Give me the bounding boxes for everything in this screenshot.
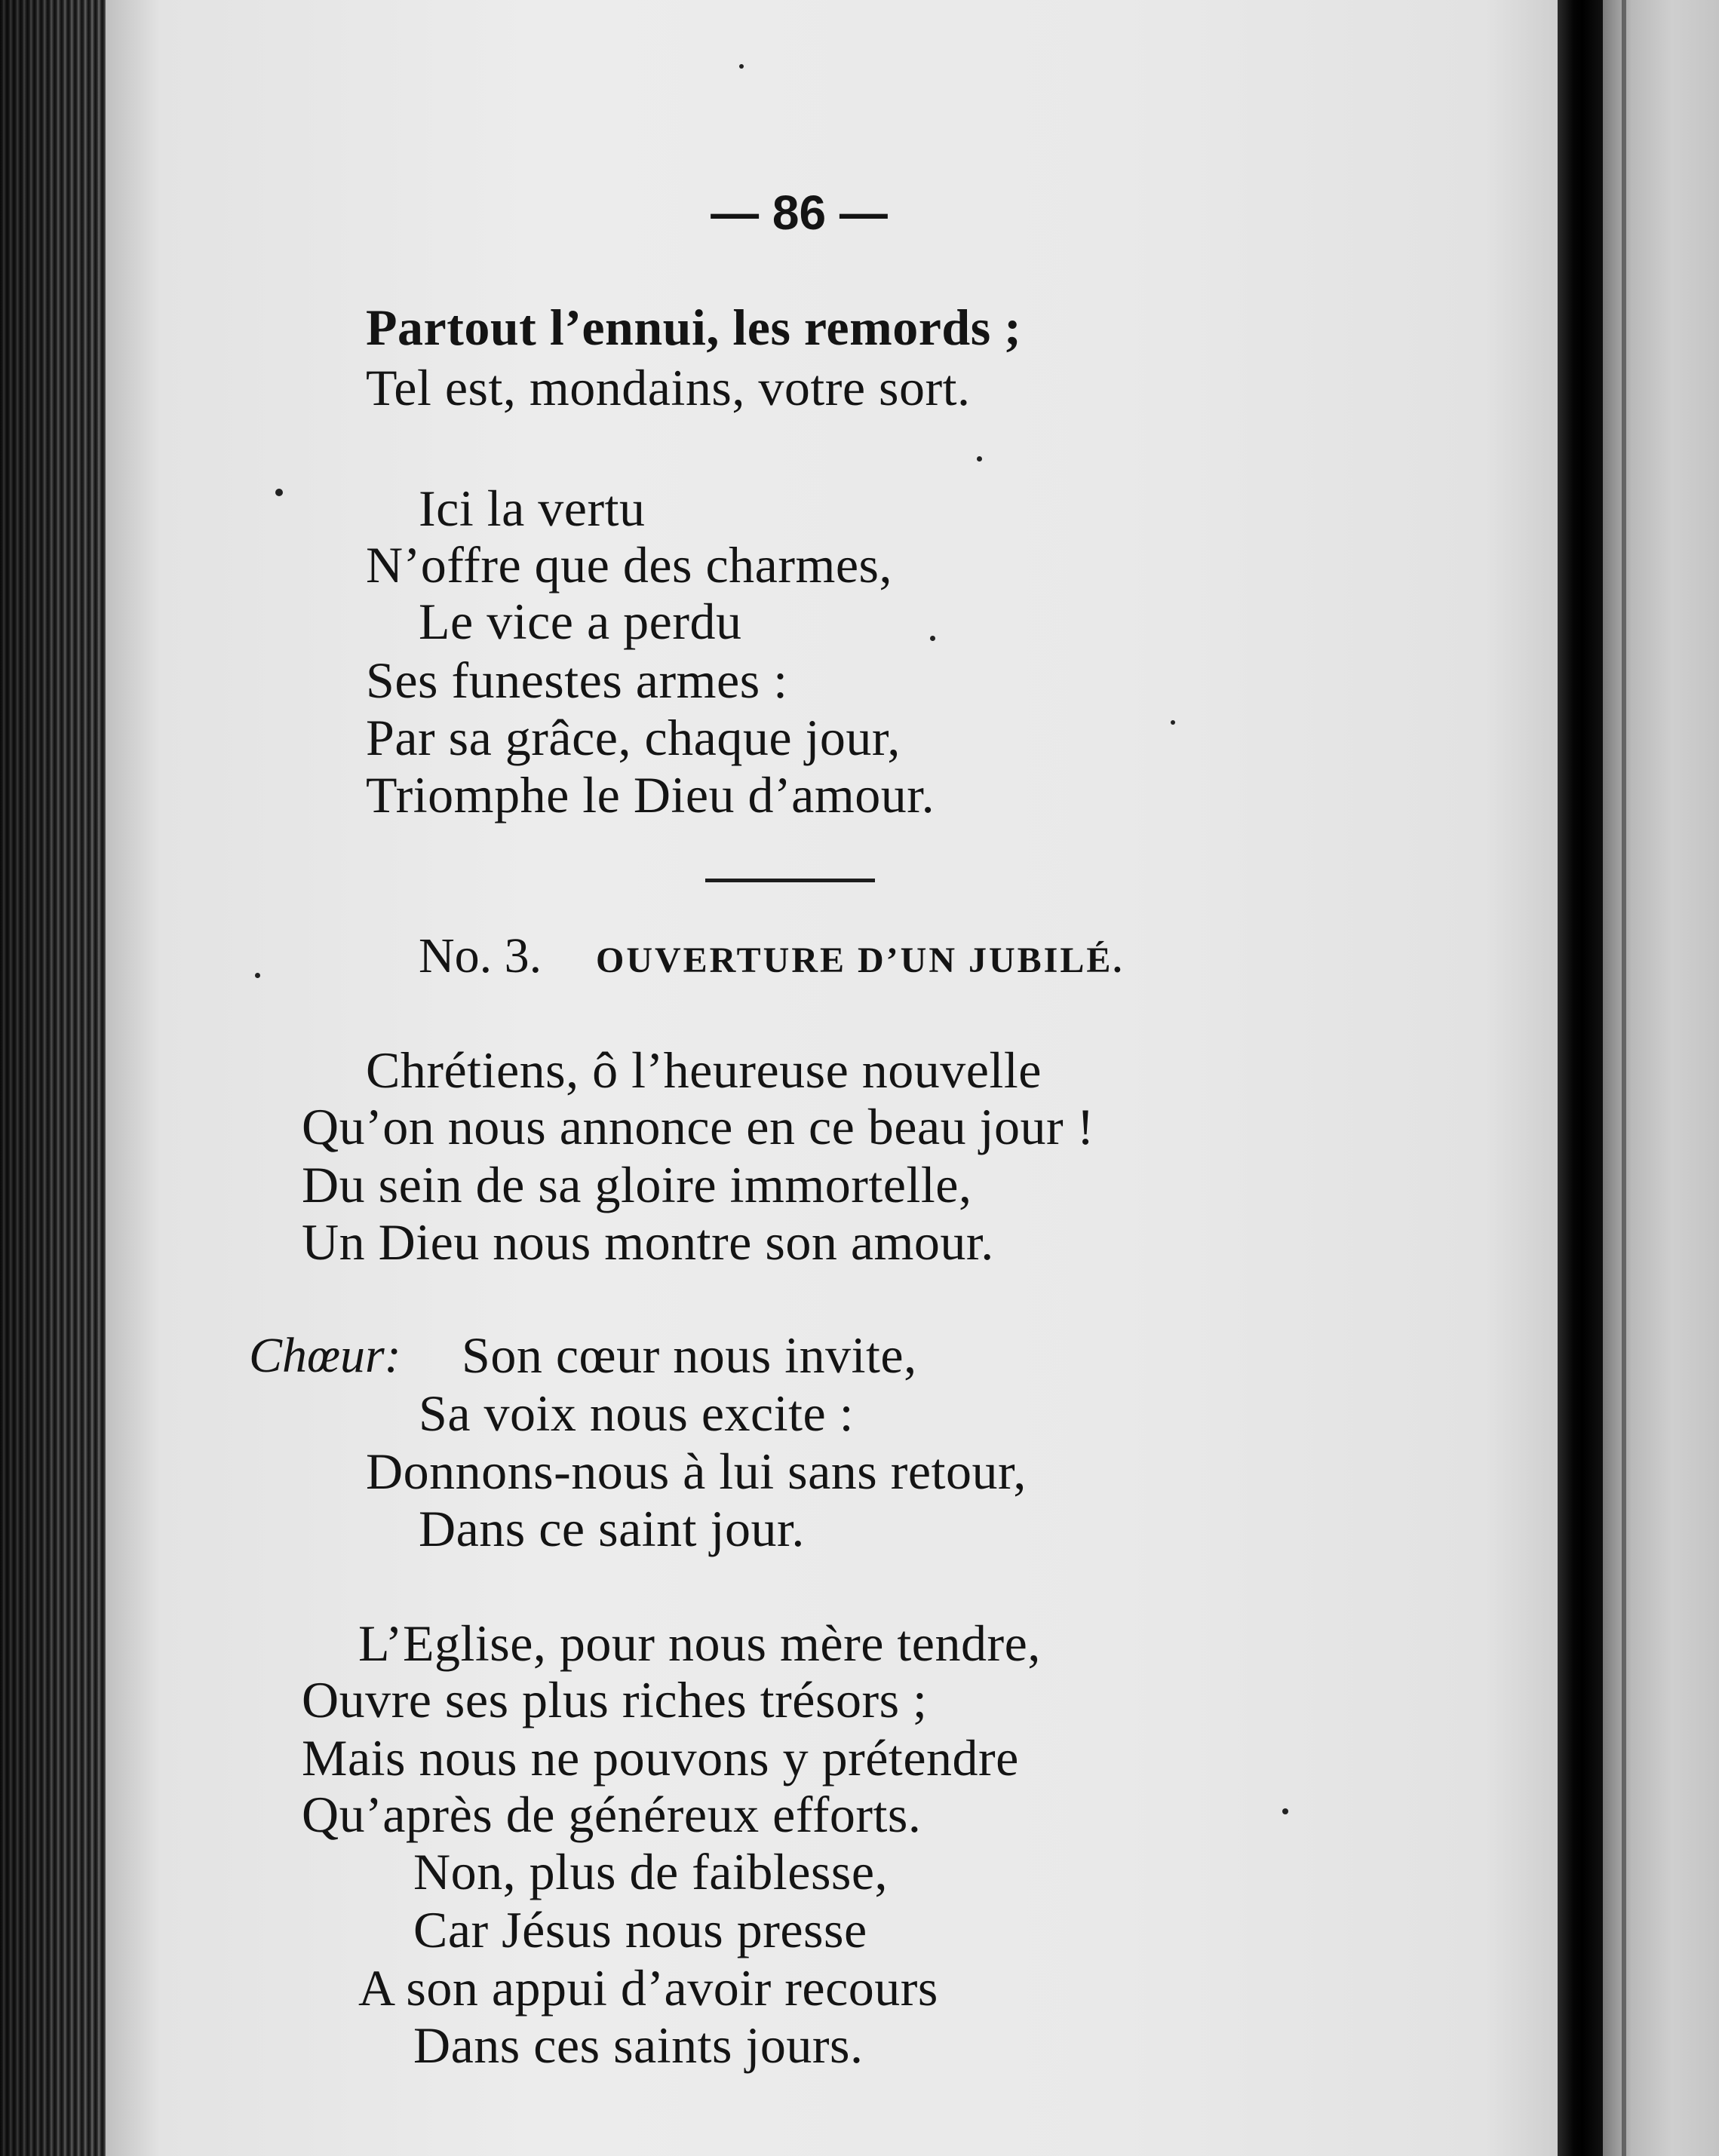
binding-shadow bbox=[0, 0, 106, 2156]
ink-speck bbox=[1282, 1808, 1288, 1814]
verse-line: Dans ces saints jours. bbox=[413, 2016, 864, 2074]
verse-line: Ses funestes armes : bbox=[366, 652, 788, 709]
ink-speck bbox=[275, 489, 283, 496]
verse-line: Partout l’ennui, les remords ; bbox=[366, 299, 1022, 356]
section-divider bbox=[705, 879, 875, 882]
verse-line: Non, plus de faiblesse, bbox=[413, 1843, 889, 1900]
chorus-label: Chœur: bbox=[249, 1328, 401, 1383]
verse-line: L’Eglise, pour nous mère tendre, bbox=[358, 1615, 1041, 1672]
verse-line: Du sein de sa gloire immortelle, bbox=[302, 1156, 972, 1213]
verse-line: Mais nous ne pouvons y prétendre bbox=[302, 1729, 1019, 1786]
chorus-line: Sa voix nous excite : bbox=[419, 1385, 855, 1442]
facing-page-line bbox=[1622, 0, 1626, 2156]
verse-line: A son appui d’avoir recours bbox=[358, 1959, 938, 2016]
chorus-line: Son cœur nous invite, bbox=[462, 1326, 917, 1384]
ink-speck bbox=[739, 64, 744, 69]
verse-line: Triomphe le Dieu d’amour. bbox=[366, 766, 935, 823]
facing-page-edge bbox=[1603, 0, 1719, 2156]
verse-line: Chrétiens, ô l’heureuse nouvelle bbox=[366, 1041, 1042, 1099]
chorus-line: Dans ce saint jour. bbox=[419, 1500, 805, 1557]
hymn-number: No. 3. bbox=[419, 928, 542, 983]
hymn-title: OUVERTURE D’UN JUBILÉ. bbox=[596, 940, 1125, 980]
verse-line: Car Jésus nous presse bbox=[413, 1901, 867, 1958]
page-number: — 86 — bbox=[711, 186, 888, 240]
verse-line: Par sa grâce, chaque jour, bbox=[366, 709, 901, 766]
verse-line: N’offre que des charmes, bbox=[366, 536, 893, 593]
verse-line: Un Dieu nous montre son amour. bbox=[302, 1213, 994, 1271]
verse-line: Qu’on nous annonce en ce beau jour ! bbox=[302, 1098, 1094, 1155]
chorus-line: Donnons-nous à lui sans retour, bbox=[366, 1443, 1027, 1500]
verse-line: Ouvre ses plus riches trésors ; bbox=[302, 1671, 928, 1728]
verse-line: Le vice a perdu bbox=[419, 593, 742, 650]
verse-line: Tel est, mondains, votre sort. bbox=[366, 359, 971, 416]
verse-line: Ici la vertu bbox=[419, 480, 646, 537]
verse-line: Qu’après de généreux efforts. bbox=[302, 1786, 922, 1843]
ink-speck bbox=[1171, 720, 1175, 725]
ink-speck bbox=[977, 456, 982, 462]
ink-speck bbox=[255, 973, 260, 978]
ink-speck bbox=[930, 636, 935, 641]
book-gutter bbox=[1558, 0, 1603, 2156]
